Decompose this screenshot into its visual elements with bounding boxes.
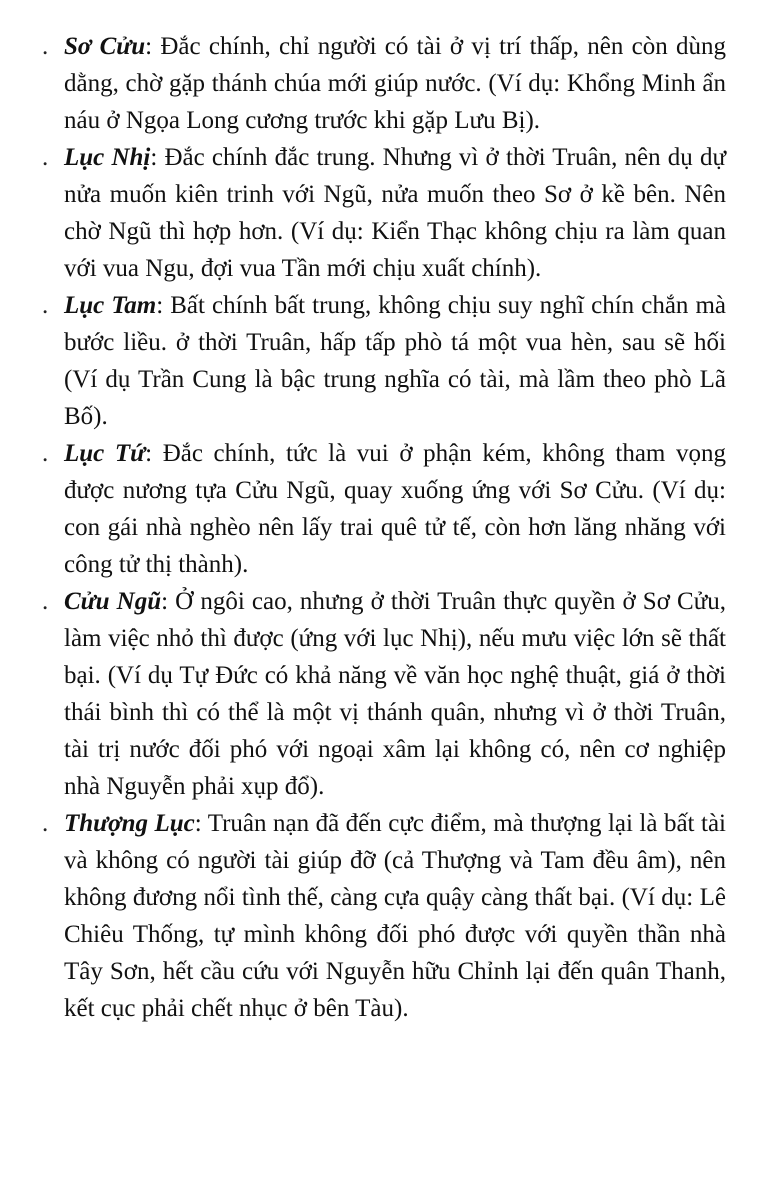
entry-luc-tam	[40, 287, 726, 435]
entry-term: Cửu Ngũ	[64, 588, 162, 615]
entry-term: Lục Tứ	[64, 440, 146, 467]
bullet-marker: .	[42, 588, 49, 615]
bullet-marker: .	[42, 144, 49, 171]
entry-text: : Đắc chính, chỉ người có tài ở vị trí thấp, nên còn dùng dằng, chờ gặp thánh chúa mới giúp nước. (Ví dụ: Khổng Minh ẩn náu ở Ngọa Long cương trước khi gặp Lưu Bị).	[64, 33, 726, 134]
entry-text: : Đắc chính đắc trung. Nhưng vì ở thời Truân, nên dụ dự nửa muốn kiên trinh với Ngũ, nửa muốn theo Sơ ở kề bên. Nên chờ Ngũ thì hợp hơn. (Ví dụ: Kiển Thạc không chịu ra làm quan với vua Ngu, đợi vua Tần mới chịu xuất chính).	[64, 144, 726, 282]
entry-thuong-luc	[40, 805, 726, 1027]
entry-text: : Bất chính bất trung, không chịu suy nghĩ chín chắn mà bước liều. ở thời Truân, hấp tấp phò tá một vua hèn, sau sẽ hối (Ví dụ Trần Cung là bậc trung nghĩa có tài, mà lầm theo phò Lã Bố).	[64, 292, 726, 430]
bullet-marker: .	[42, 292, 49, 319]
entry-term: Thượng Lục	[64, 810, 195, 837]
entry-text: : Ở ngôi cao, nhưng ở thời Truân thực quyền ở Sơ Cửu, làm việc nhỏ thì được (ứng với lục Nhị), nếu mưu việc lớn sẽ thất bại. (Ví dụ Tự Đức có khả năng về văn học nghệ thuật, giá ở thời thái bình thì có thể là một vị thánh quân, nhưng vì ở thời Truân, tài trị nước đối phó với ngoại xâm lại không có, nên cơ nghiệp nhà Nguyễn phải xụp đổ).	[64, 588, 727, 800]
bullet-marker: .	[42, 33, 49, 60]
entry-text: : Truân nạn đã đến cực điểm, mà thượng lại là bất tài và không có người tài giúp đỡ (cả Thượng và Tam đều âm), nên không đương nổi tình thế, càng cựa quậy càng thất bại. (Ví dụ: Lê Chiêu Thống, tự mình không đối phó được với quyền thần nhà Tây Sơn, hết cầu cứu với Nguyễn hữu Chỉnh lại đến quân Thanh, kết cục phải chết nhục ở bên Tàu).	[64, 810, 726, 1022]
entry-term: Sơ Cửu	[64, 33, 146, 60]
entry-luc-nhi	[40, 139, 726, 287]
entry-text: : Đắc chính, tức là vui ở phận kém, không tham vọng được nương tựa Cửu Ngũ, quay xuống ứng với Sơ Cửu. (Ví dụ: con gái nhà nghèo nên lấy trai quê tử tế, còn hơn lăng nhăng với công tử thị thành).	[64, 440, 726, 578]
bullet-marker: .	[42, 810, 49, 837]
entry-term: Lục Nhị	[64, 144, 151, 171]
bullet-marker: .	[42, 440, 49, 467]
entry-term: Lục Tam	[64, 292, 157, 319]
entry-so-cuu	[40, 28, 726, 139]
entry-cuu-ngu	[40, 583, 726, 805]
entry-luc-tu	[40, 435, 726, 583]
